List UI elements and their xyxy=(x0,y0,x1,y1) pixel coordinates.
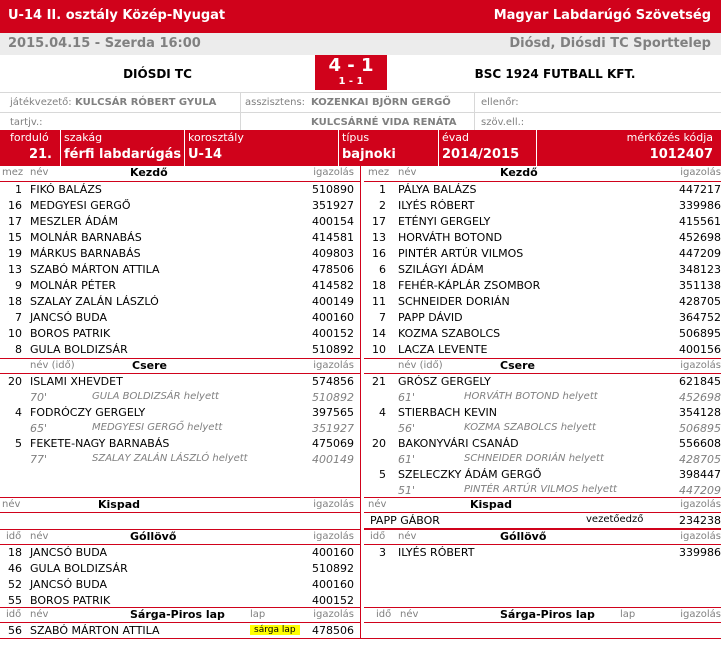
ido-label: idő xyxy=(370,531,386,542)
player-id: 478506 xyxy=(312,263,354,276)
home-goals xyxy=(0,529,360,609)
player-name: SCHNEIDER DORIÁN xyxy=(398,295,510,308)
info-round xyxy=(0,130,61,166)
home-panel xyxy=(0,166,360,467)
player-name: GULA BOLDIZSÁR xyxy=(30,343,128,356)
sub-row xyxy=(0,405,360,421)
nev-label: név xyxy=(368,499,387,510)
player-row xyxy=(0,182,360,198)
player-id: 351138 xyxy=(679,279,721,292)
away-subs-header xyxy=(364,358,721,374)
replaced-player-id: 400149 xyxy=(312,453,354,466)
sub-detail-row xyxy=(364,421,721,436)
nev-label: név xyxy=(400,609,419,620)
player-id: 428705 xyxy=(679,295,721,308)
sub-name: ISLAMI XHEVDET xyxy=(30,375,123,388)
info-type xyxy=(339,130,439,166)
sub-row xyxy=(364,467,721,483)
goal-scorer-id: 339986 xyxy=(679,546,721,559)
player-name: ILYÉS RÓBERT xyxy=(398,199,475,212)
away-starters-list xyxy=(364,182,721,358)
replaced-player: GULA BOLDIZSÁR helyett xyxy=(92,391,219,402)
player-row xyxy=(0,278,360,294)
player-id: 414581 xyxy=(312,231,354,244)
nev-label: név xyxy=(2,499,21,510)
player-number: 1 xyxy=(379,183,386,196)
sub-minute: 61' xyxy=(398,453,416,466)
age-label: korosztály xyxy=(188,131,244,144)
tartjv-label: tartjv.: xyxy=(10,117,43,128)
player-id: 400154 xyxy=(312,215,354,228)
sub-id: 475069 xyxy=(312,437,354,450)
igazolas-label: igazolás xyxy=(680,531,721,542)
player-row xyxy=(364,294,721,310)
goals-title: Góllövő xyxy=(130,530,177,543)
replaced-player-id: 506895 xyxy=(679,422,721,435)
player-number: 13 xyxy=(372,231,386,244)
nev-label: név xyxy=(398,531,417,542)
half-time-score: 1 - 1 xyxy=(338,76,364,87)
column-divider xyxy=(360,166,361,638)
sub-id: 556608 xyxy=(679,437,721,450)
player-id: 400149 xyxy=(312,295,354,308)
away-panel xyxy=(364,166,721,498)
goal-time: 18 xyxy=(8,546,22,559)
player-name: FIKÓ BALÁZS xyxy=(30,183,102,196)
home-starters-list xyxy=(0,182,360,358)
player-number: 11 xyxy=(372,295,386,308)
goal-scorer-id: 400160 xyxy=(312,546,354,559)
card-time: 56 xyxy=(8,624,22,637)
player-row xyxy=(364,310,721,326)
player-number: 6 xyxy=(379,263,386,276)
player-id: 339986 xyxy=(679,199,721,212)
igazolas-label: igazolás xyxy=(680,609,721,620)
sub-number: 21 xyxy=(372,375,386,388)
sub-row xyxy=(0,436,360,452)
bench-coach-name: PAPP GÁBOR xyxy=(370,514,440,527)
replaced-player-id: 447209 xyxy=(679,484,721,497)
player-number: 7 xyxy=(15,311,22,324)
yellow-card-badge: sárga lap xyxy=(250,625,300,635)
player-name: KOZMA SZABOLCS xyxy=(398,327,501,340)
subs-title: Csere xyxy=(132,359,167,372)
player-row xyxy=(0,262,360,278)
match-datetime: 2015.04.15 - Szerda 16:00 xyxy=(8,36,201,51)
sub-detail-row xyxy=(0,421,360,436)
player-row xyxy=(0,342,360,358)
away-goals xyxy=(364,529,721,561)
player-number: 8 xyxy=(15,343,22,356)
player-number: 9 xyxy=(15,279,22,292)
player-number: 14 xyxy=(372,327,386,340)
player-name: FEHÉR-KÁPLÁR ZSOMBOR xyxy=(398,279,541,292)
bench-coach-role: vezetőedző xyxy=(586,514,644,525)
sub-detail-row xyxy=(0,390,360,405)
player-name: PINTÉR ARTÚR VILMOS xyxy=(398,247,524,260)
player-name: HORVÁTH BOTOND xyxy=(398,231,503,244)
away-goals-list xyxy=(364,545,721,561)
player-name: MOLNÁR PÉTER xyxy=(30,279,117,292)
card-player-id: 478506 xyxy=(312,624,354,637)
starters-title: Kezdő xyxy=(500,166,538,179)
branch-value: férfi labdarúgás xyxy=(64,147,182,162)
sub-id: 354128 xyxy=(679,406,721,419)
nev-label: név xyxy=(30,609,49,620)
igazolas-label: igazolás xyxy=(313,499,354,510)
sub-minute: 61' xyxy=(398,391,416,404)
bench-title: Kispad xyxy=(98,498,141,511)
bench-row xyxy=(364,513,721,529)
home-cards-header xyxy=(0,607,360,623)
federation-name: Magyar Labdarúgó Szövetség xyxy=(493,8,711,23)
sub-row xyxy=(364,374,721,390)
sub-detail-row xyxy=(0,452,360,467)
player-id: 415561 xyxy=(679,215,721,228)
home-subs-header xyxy=(0,358,360,374)
szovell-label: szöv.ell.: xyxy=(481,117,525,128)
player-number: 7 xyxy=(379,311,386,324)
replaced-player-id: 510892 xyxy=(312,391,354,404)
player-number: 17 xyxy=(8,215,22,228)
mez-label: mez xyxy=(368,167,390,178)
player-name: SZABÓ MÁRTON ATTILA xyxy=(30,263,160,276)
sub-name: FEKETE-NAGY BARNABÁS xyxy=(30,437,170,450)
player-row xyxy=(0,246,360,262)
replaced-player: PINTÉR ARTÚR VILMOS helyett xyxy=(464,484,617,495)
ido-label: idő xyxy=(6,531,22,542)
player-row xyxy=(364,182,721,198)
sub-name: BAKONYVÁRI CSANÁD xyxy=(398,437,519,450)
sub-number: 20 xyxy=(8,375,22,388)
date-bar xyxy=(0,33,721,55)
player-id: 400156 xyxy=(679,343,721,356)
replaced-player-id: 428705 xyxy=(679,453,721,466)
goal-scorer-id: 400160 xyxy=(312,578,354,591)
player-row xyxy=(364,230,721,246)
player-row xyxy=(364,326,721,342)
goal-time: 55 xyxy=(8,594,22,607)
player-number: 18 xyxy=(372,279,386,292)
player-number: 16 xyxy=(8,199,22,212)
player-row xyxy=(0,326,360,342)
away-cards-header xyxy=(364,607,721,623)
sub-minute: 65' xyxy=(30,422,48,435)
home-bench-header xyxy=(0,497,360,513)
player-name: ETÉNYI GERGELY xyxy=(398,215,491,228)
nev-label: név xyxy=(398,167,417,178)
sub-name: GRÓSZ GERGELY xyxy=(398,375,491,388)
player-id: 510890 xyxy=(312,183,354,196)
goal-row xyxy=(0,577,360,593)
info-age xyxy=(185,130,339,166)
mez-label: mez xyxy=(2,167,24,178)
officials-section xyxy=(0,92,721,130)
nev-label: név xyxy=(30,531,49,542)
sub-name: STIERBACH KEVIN xyxy=(398,406,498,419)
nev-ido-label: név (idő) xyxy=(30,360,75,371)
player-name: SZALAY ZALÁN LÁSZLÓ xyxy=(30,295,159,308)
goal-scorer-id: 400152 xyxy=(312,594,354,607)
player-name: PAPP DÁVID xyxy=(398,311,463,324)
player-id: 414582 xyxy=(312,279,354,292)
igazolas-label: igazolás xyxy=(680,360,721,371)
player-name: MEDGYESI GERGŐ xyxy=(30,199,131,212)
player-number: 15 xyxy=(8,231,22,244)
goal-time: 3 xyxy=(379,546,386,559)
subs-title: Csere xyxy=(500,359,535,372)
age-value: U-14 xyxy=(188,147,223,162)
igazolas-label: igazolás xyxy=(313,360,354,371)
sub-id: 397565 xyxy=(312,406,354,419)
home-starters-header xyxy=(0,166,360,182)
referee-label: játékvezető: xyxy=(10,97,72,108)
player-id: 351927 xyxy=(312,199,354,212)
away-bench xyxy=(364,497,721,529)
season-value: 2014/2015 xyxy=(442,147,520,162)
player-id: 364752 xyxy=(679,311,721,324)
nev-label: név xyxy=(30,167,49,178)
player-number: 13 xyxy=(8,263,22,276)
player-row xyxy=(0,230,360,246)
sub-detail-row xyxy=(364,452,721,467)
player-id: 400160 xyxy=(312,311,354,324)
player-name: PÁLYA BALÁZS xyxy=(398,183,477,196)
bottom-border xyxy=(0,638,721,645)
type-value: bajnoki xyxy=(342,147,396,162)
sub-id: 574856 xyxy=(312,375,354,388)
season-label: évad xyxy=(442,131,470,144)
player-name: JANCSÓ BUDA xyxy=(30,311,108,324)
sub-id: 398447 xyxy=(679,468,721,481)
goal-scorer: JANCSÓ BUDA xyxy=(30,578,108,591)
info-branch xyxy=(61,130,185,166)
sub-minute: 56' xyxy=(398,422,416,435)
sub-number: 4 xyxy=(379,406,386,419)
code-label: mérkőzés kódja xyxy=(626,131,713,144)
branch-label: szakág xyxy=(64,131,103,144)
goal-scorer: BOROS PATRIK xyxy=(30,594,111,607)
goal-scorer: ILYÉS RÓBERT xyxy=(398,546,475,559)
sub-row xyxy=(364,405,721,421)
sub-minute: 51' xyxy=(398,484,416,497)
player-number: 16 xyxy=(372,247,386,260)
info-season xyxy=(439,130,537,166)
replaced-player-id: 452698 xyxy=(679,391,721,404)
player-name: MÁRKUS BARNABÁS xyxy=(30,247,141,260)
assistant-label: asszisztens: xyxy=(245,97,306,108)
bench-title: Kispad xyxy=(470,498,513,511)
goals-title: Góllövő xyxy=(500,530,547,543)
match-venue: Diósd, Diósdi TC Sporttelep xyxy=(509,36,711,51)
type-label: típus xyxy=(342,131,370,144)
away-team-name: BSC 1924 FUTBALL KFT. xyxy=(474,67,636,81)
player-row xyxy=(0,214,360,230)
goal-scorer: GULA BOLDIZSÁR xyxy=(30,562,128,575)
player-id: 409803 xyxy=(312,247,354,260)
goal-row xyxy=(0,545,360,561)
player-id: 348123 xyxy=(679,263,721,276)
player-number: 19 xyxy=(8,247,22,260)
league-title: U-14 II. osztály Közép-Nyugat xyxy=(8,8,226,23)
player-name: LACZA LEVENTE xyxy=(398,343,488,356)
player-row xyxy=(364,246,721,262)
goal-scorer-id: 510892 xyxy=(312,562,354,575)
score-bar xyxy=(0,55,721,92)
sub-detail-row xyxy=(364,483,721,498)
igazolas-label: igazolás xyxy=(313,167,354,178)
player-id: 452698 xyxy=(679,231,721,244)
home-cards xyxy=(0,607,360,639)
replaced-player-id: 351927 xyxy=(312,422,354,435)
replaced-player: SZALAY ZALÁN LÁSZLÓ helyett xyxy=(92,453,248,464)
igazolas-label: igazolás xyxy=(680,167,721,178)
assistant-1-name: KOZENKAI BJÖRN GERGŐ xyxy=(311,97,451,108)
replaced-player: KOZMA SZABOLCS helyett xyxy=(464,422,596,433)
sub-minute: 70' xyxy=(30,391,48,404)
goal-time: 52 xyxy=(8,578,22,591)
player-row xyxy=(364,198,721,214)
header-bar xyxy=(0,0,721,33)
sub-name: SZELECZKY ÁDÁM GERGŐ xyxy=(398,468,542,481)
player-name: SZILÁGYI ÁDÁM xyxy=(398,263,484,276)
goal-row xyxy=(364,545,721,561)
card-player: SZABÓ MÁRTON ATTILA xyxy=(30,624,160,637)
player-number: 10 xyxy=(8,327,22,340)
sub-number: 20 xyxy=(372,437,386,450)
observer-label: ellenőr: xyxy=(481,97,519,108)
igazolas-label: igazolás xyxy=(680,499,721,510)
starters-title: Kezdő xyxy=(130,166,168,179)
sub-number: 5 xyxy=(379,468,386,481)
player-row xyxy=(0,310,360,326)
card-row xyxy=(0,623,360,639)
home-goals-header xyxy=(0,529,360,545)
player-id: 447217 xyxy=(679,183,721,196)
cards-title: Sárga-Piros lap xyxy=(500,608,595,621)
sub-row xyxy=(364,436,721,452)
ido-label: idő xyxy=(6,609,22,620)
replaced-player: MEDGYESI GERGŐ helyett xyxy=(92,422,223,433)
player-row xyxy=(0,198,360,214)
score-box xyxy=(315,55,387,90)
igazolas-label: igazolás xyxy=(313,609,354,620)
sub-detail-row xyxy=(364,390,721,405)
final-score: 4 - 1 xyxy=(328,55,374,76)
lap-label: lap xyxy=(620,609,636,620)
player-number: 10 xyxy=(372,343,386,356)
round-label: forduló xyxy=(10,131,49,144)
home-subs-list xyxy=(0,374,360,467)
cards-title: Sárga-Piros lap xyxy=(130,608,225,621)
away-subs-list xyxy=(364,374,721,498)
goal-row xyxy=(0,561,360,577)
igazolas-label: igazolás xyxy=(313,531,354,542)
player-id: 400152 xyxy=(312,327,354,340)
player-number: 1 xyxy=(15,183,22,196)
officials-row-2 xyxy=(0,112,721,132)
home-team-name: DIÓSDI TC xyxy=(123,67,192,81)
goal-time: 46 xyxy=(8,562,22,575)
assistant-2-name: KULCSÁRNÉ VIDA RENÁTA xyxy=(311,117,457,128)
player-name: BOROS PATRIK xyxy=(30,327,111,340)
referee-name: KULCSÁR RÓBERT GYULA xyxy=(75,97,217,108)
player-row xyxy=(364,278,721,294)
player-number: 17 xyxy=(372,215,386,228)
match-info-bar xyxy=(0,130,721,166)
player-name: MOLNÁR BARNABÁS xyxy=(30,231,142,244)
player-row xyxy=(364,214,721,230)
sub-minute: 77' xyxy=(30,453,48,466)
sub-row xyxy=(0,374,360,390)
replaced-player: HORVÁTH BOTOND helyett xyxy=(464,391,598,402)
player-id: 510892 xyxy=(312,343,354,356)
round-value: 21. xyxy=(28,147,52,162)
code-value: 1012407 xyxy=(649,147,713,162)
player-row xyxy=(364,262,721,278)
sub-name: FODRÓCZY GERGELY xyxy=(30,406,146,419)
ido-label: idő xyxy=(376,609,392,620)
player-id: 506895 xyxy=(679,327,721,340)
player-row xyxy=(0,294,360,310)
away-goals-header xyxy=(364,529,721,545)
home-goals-list xyxy=(0,545,360,609)
replaced-player: SCHNEIDER DORIÁN helyett xyxy=(464,453,604,464)
player-number: 2 xyxy=(379,199,386,212)
sub-number: 4 xyxy=(15,406,22,419)
sub-id: 621845 xyxy=(679,375,721,388)
away-cards xyxy=(364,607,721,623)
bench-coach-id: 234238 xyxy=(679,514,721,527)
info-code xyxy=(537,130,721,166)
sub-number: 5 xyxy=(15,437,22,450)
away-bench-header xyxy=(364,497,721,513)
goal-scorer: JANCSÓ BUDA xyxy=(30,546,108,559)
player-row xyxy=(364,342,721,358)
home-bench xyxy=(0,497,360,513)
player-id: 447209 xyxy=(679,247,721,260)
away-starters-header xyxy=(364,166,721,182)
lap-label: lap xyxy=(250,609,266,620)
nev-ido-label: név (idő) xyxy=(398,360,443,371)
player-number: 18 xyxy=(8,295,22,308)
officials-row-1 xyxy=(0,93,721,113)
player-name: MESZLER ÁDÁM xyxy=(30,215,118,228)
